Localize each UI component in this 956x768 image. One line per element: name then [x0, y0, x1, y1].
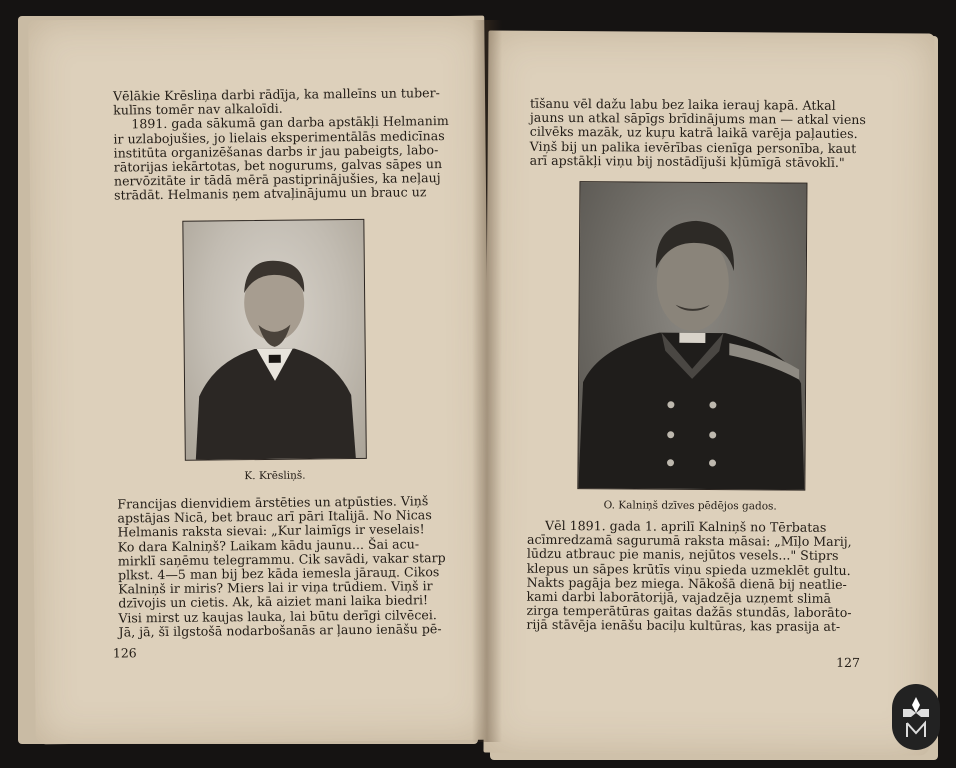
- text-line: Viņš bij un palika ievērības cienīga personība, kaut: [529, 138, 857, 156]
- text-line: arī apstākļi viņu bij nostādījuši kļūmīgā stāvoklī.": [529, 152, 845, 170]
- text-line: Vēlākie Krēsliņa darbi rādīja, ka malleīns un tuber-: [112, 85, 440, 104]
- text-line: kami darbi laborātorijā, vajadzēja uzņemt slimā: [526, 588, 832, 606]
- right-paragraph-top: [529, 95, 866, 170]
- text-line: klepus un sāpes krūtīs viņu spieda uzmeklēt gultu.: [526, 560, 851, 578]
- text-line: ir uzlabojušies, jo lielais eksperimentālās medicīnas: [113, 127, 445, 147]
- text-line: jauns un atkal sāpīgs brīdinājums man — atkal viens: [529, 109, 866, 128]
- right-page: [483, 30, 934, 755]
- photo-caption: O. Kalniņš dzīves pēdējos gados.: [603, 499, 777, 513]
- text-line: dzīvojis un cietis. Ak, kā aiziet mani laika biedri!: [118, 592, 429, 611]
- page-number-right: 127: [836, 654, 861, 671]
- left-page: [28, 16, 492, 745]
- portrait-figure-icon: [183, 220, 365, 460]
- text-line: Kalniņš ir miris? Miers lai ir viņa trūdiem. Viņš ir: [118, 578, 433, 597]
- text-line: mirklī saņēmu telegrammu. Cik savādi, vakar starp: [117, 549, 446, 569]
- text-line: cilvēks mazāk, uz kuŗu katrā laikā varēja paļauties.: [529, 124, 858, 142]
- text-line: Jā, jā, šī ilgstošā nodarbošanās ar ļauno ienāšu pē-: [118, 620, 442, 640]
- left-paragraph-bottom: [117, 493, 446, 640]
- text-line: Vēl 1891. gada 1. aprilī Kalniņš no Tērbatas: [545, 517, 827, 535]
- photo-caption: K. Krēsliņš.: [244, 469, 306, 483]
- text-line: zirga temperātūras gaitas dažās stundās, laborāto-: [526, 602, 852, 621]
- text-line: Helmanis raksta sievai: „Kur laimīgs ir veselais!: [117, 521, 425, 540]
- text-line: Visi mirst uz kaujas lauka, lai būtu derīgi cilvēcei.: [118, 606, 437, 626]
- text-line: Ko dara Kalniņš? Laikam kādu jaunu... Šai acu-: [117, 535, 420, 555]
- page-number-left: 126: [112, 645, 137, 661]
- text-line: lūdzu atbrauc pie manis, nejūtos vesels..." Stiprs: [526, 546, 839, 564]
- portrait-photo-kalnins: [577, 181, 807, 491]
- text-line: institūta organizēšanas darbs ir jau pabeigts, labo-: [113, 141, 439, 161]
- portrait-photo-kreslins: [182, 219, 367, 461]
- text-line: nervōzitāte ir tādā mērā pastiprinājušies, ka neļauj: [113, 170, 441, 189]
- left-paragraph-top: [112, 85, 449, 203]
- book-gutter: [472, 20, 502, 742]
- text-line: rātorijas iekārtotas, bet nogurums, galvas sāpes un: [113, 156, 443, 175]
- text-line: apstājas Nicā, bet brauc arī pāri Italijā. No Nicas: [117, 507, 432, 526]
- text-line: strādāt. Helmanis ņem atvaļinājumu un brauc uz: [113, 184, 427, 203]
- publisher-logo-icon: [892, 684, 940, 750]
- text-line: kulīns tomēr nav alkaloīdi.: [113, 100, 283, 118]
- text-line: acīmredzamā sagurumā raksta māsai: „Mīļo Marij,: [526, 531, 852, 550]
- text-line: Nakts pagāja bez miega. Nākošā dienā bij neatlie-: [526, 574, 847, 592]
- text-line: plkst. 4—5 man bij bez kāda iemesla jārauд. Cikos: [117, 564, 440, 583]
- text-line: 1891. gada sākumā gan darba apstākļi Helmanim: [131, 113, 449, 132]
- text-line: rijā stāvēja ienāšu baciļu kultūras, kas prasija at-: [526, 617, 841, 635]
- right-paragraph-bottom: [526, 519, 857, 635]
- text-line: tīšanu vēl dažu labu bez laika ierauj kapā. Atkal: [529, 95, 836, 113]
- portrait-figure-icon: [578, 182, 806, 490]
- text-line: Francijas dienvidiem ārstēties un atpūsties. Viņš: [117, 493, 429, 512]
